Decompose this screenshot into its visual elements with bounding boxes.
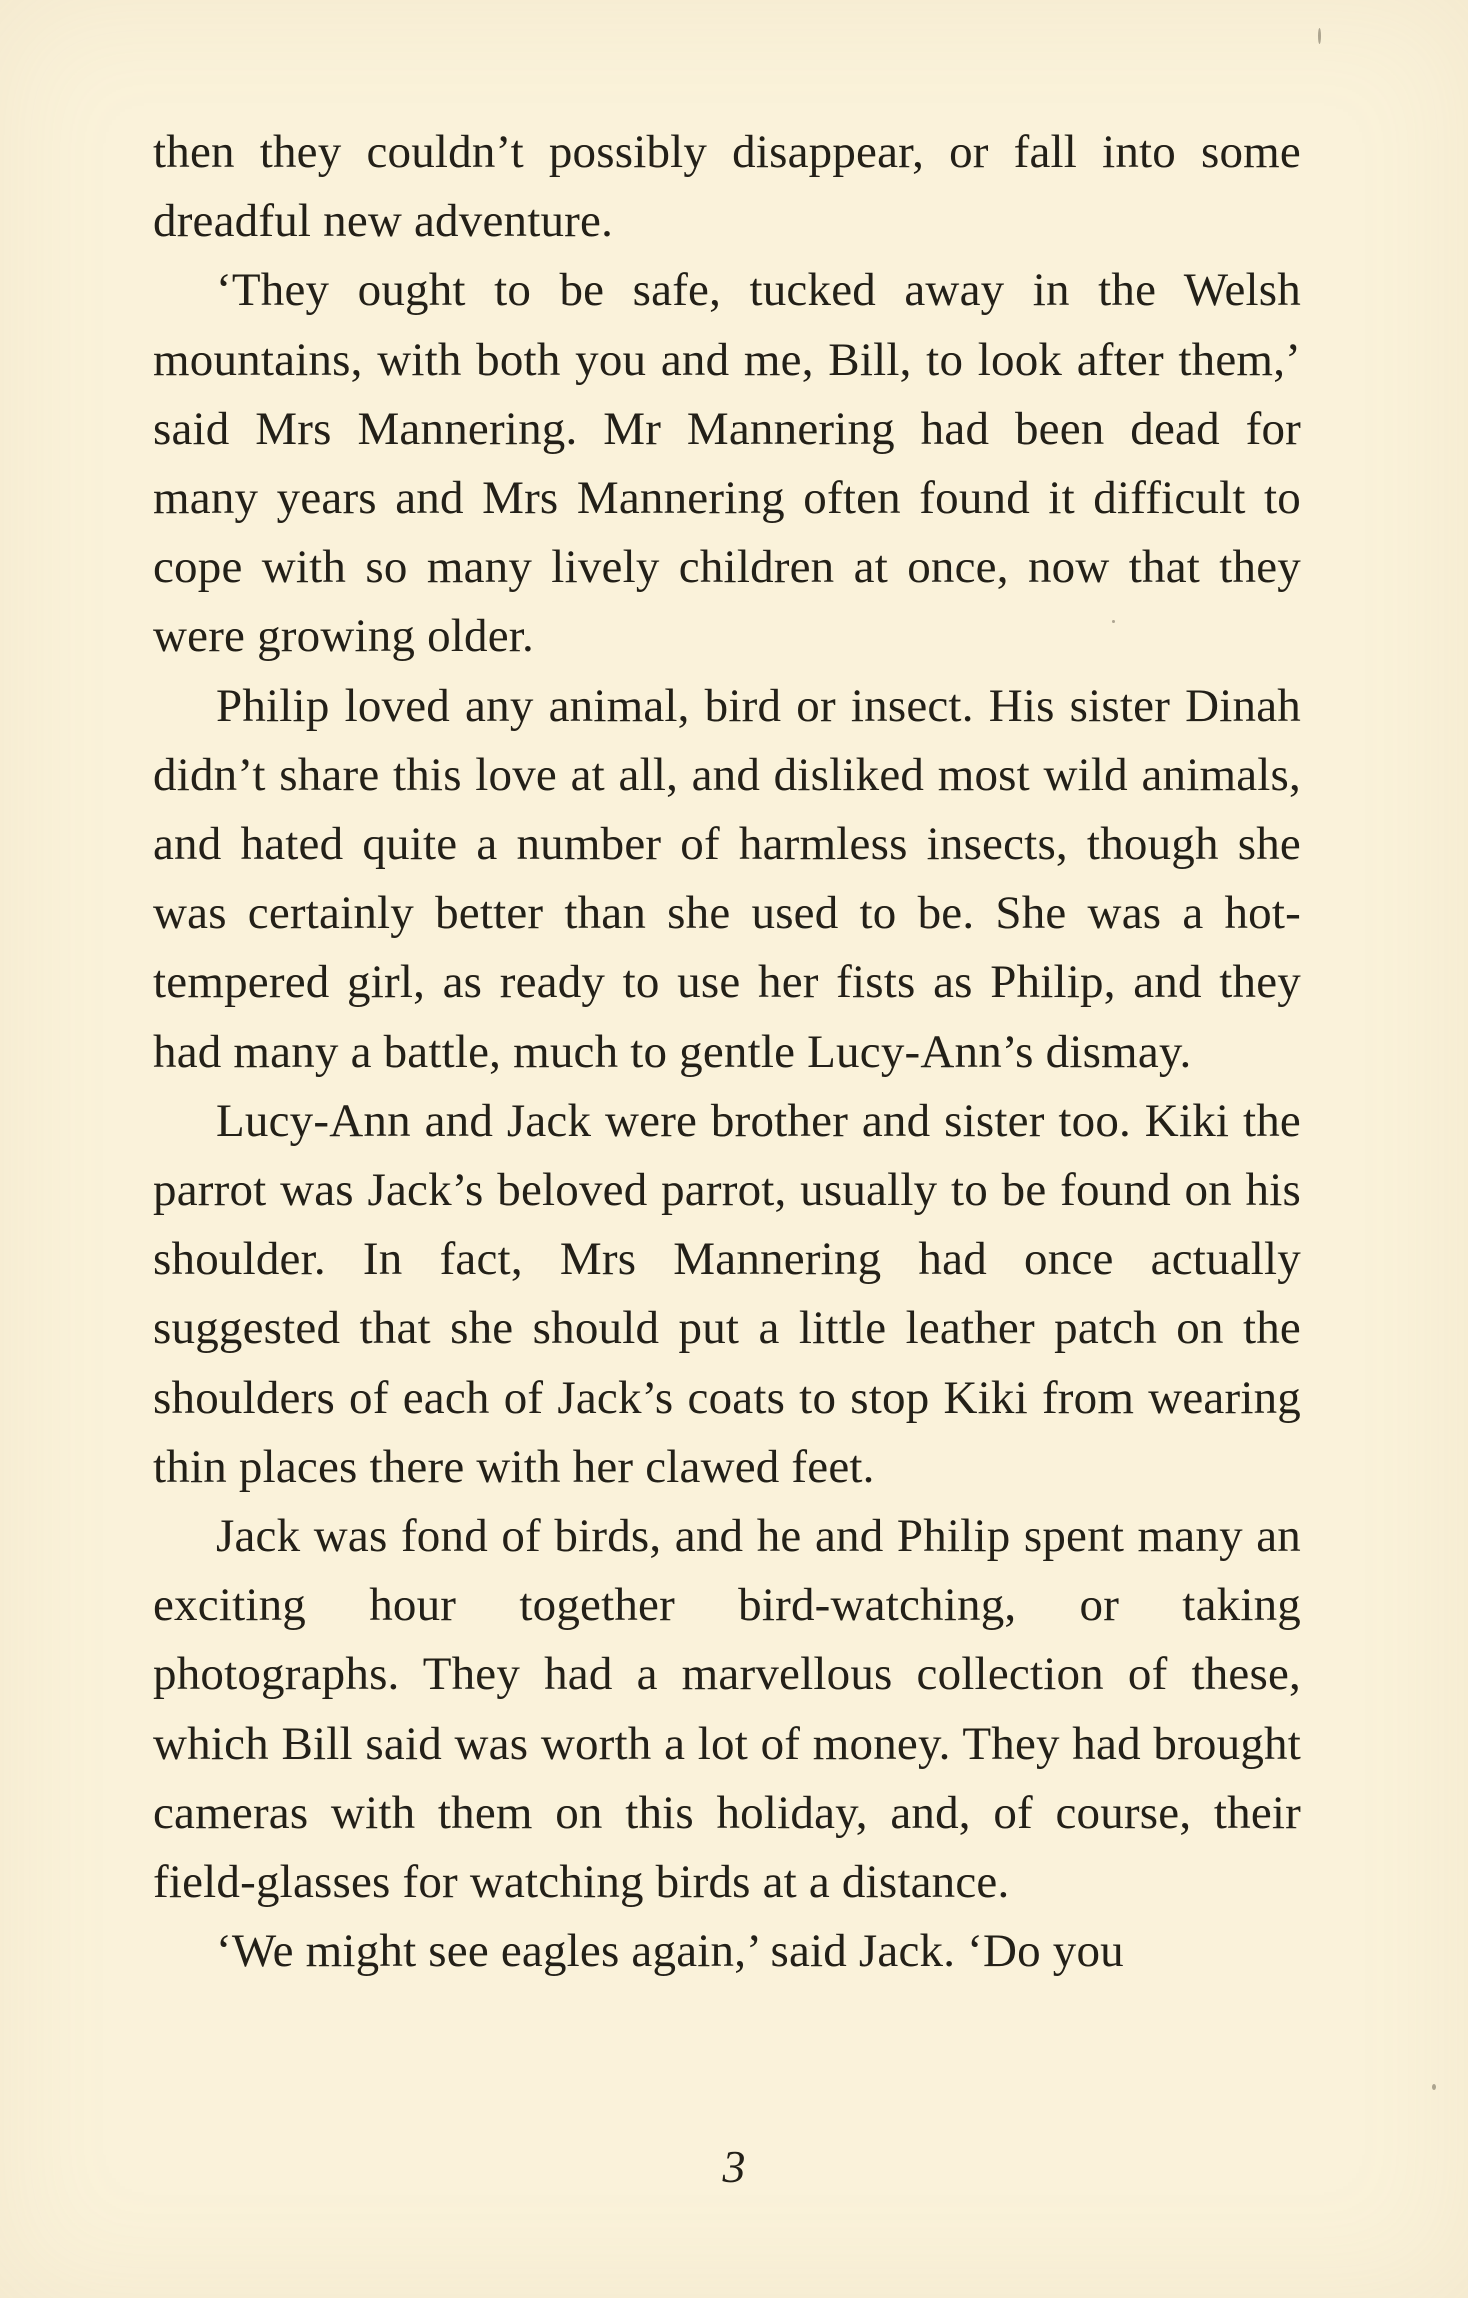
paragraph-5: Jack was fond of birds, and he and Philip spent many an exciting hour together bird-watching, or taking photographs. They had a marvellous collection of these, which Bill said was worth a lot of money. They had brought cameras with them on this holiday, and, of course, their field-glasses for watching birds at a distance. xyxy=(153,1510,1301,1909)
paragraph-6: ‘We might see eagles again,’ said Jack. ‘Do you xyxy=(216,1925,1124,1978)
paragraph-1: then they couldn’t possibly disappear, or fall into some dreadful new adventure. xyxy=(153,126,1301,248)
paragraph-3: Philip loved any animal, bird or insect. His sister Dinah didn’t share this love at all, and disliked most wild animals, and hated quite a number of harmless insects, though she was certainly better than she used to be. She was a hot-tempered girl, as ready to use her fists as Philip, and they had many a battle, much to gentle Lucy-Ann’s dismay. xyxy=(153,679,1301,1078)
paper-speck-1 xyxy=(1318,28,1321,44)
body-text xyxy=(153,118,1301,1986)
paper-speck-2 xyxy=(1432,2084,1436,2090)
paragraph-2: ‘They ought to be safe, tucked away in the Welsh mountains, with both you and me, Bill, to look after them,’ said Mrs Mannering. Mr Mannering had been dead for many years and Mrs Mannering often found it difficult to cope with so many lively children at once, now that they were growing older. xyxy=(153,264,1301,663)
page-number: 3 xyxy=(722,2141,746,2192)
paragraph-4: Lucy-Ann and Jack were brother and sister too. Kiki the parrot was Jack’s beloved parrot, usually to be found on his shoulder. In fact, Mrs Mannering had once actually suggested that she should put a little leather patch on the shoulders of each of Jack’s coats to stop Kiki from wearing thin places there with her clawed feet. xyxy=(153,1094,1301,1493)
paper-speck-3 xyxy=(1112,620,1115,623)
